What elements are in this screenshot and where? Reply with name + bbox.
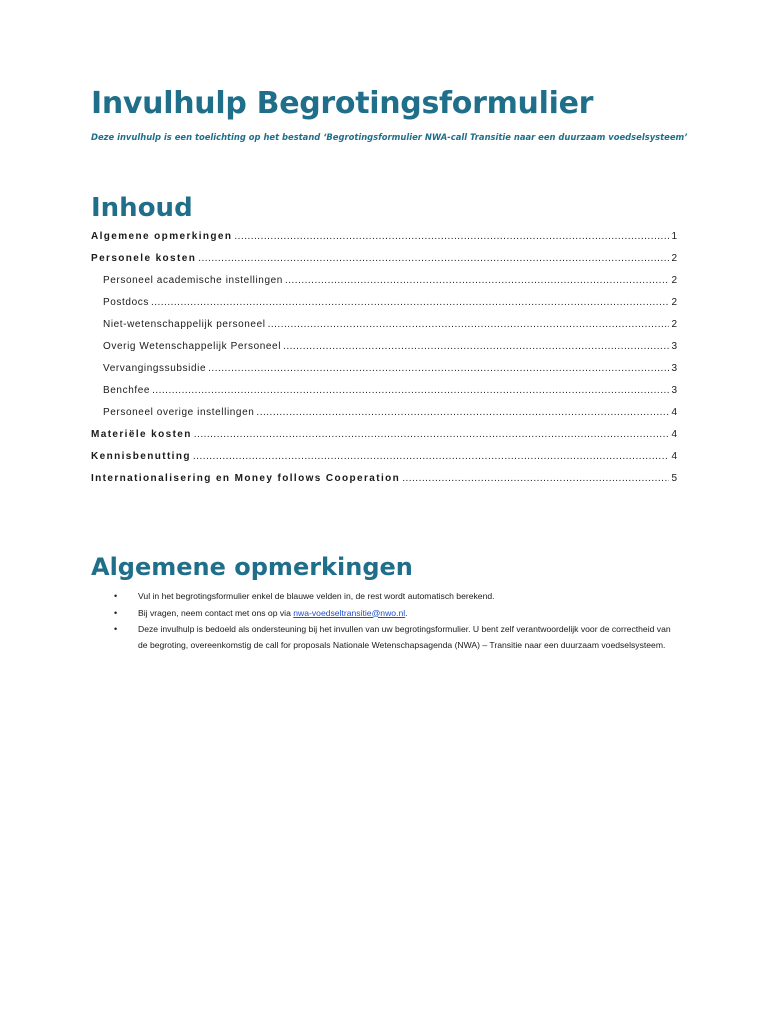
section-heading: Algemene opmerkingen bbox=[91, 553, 413, 581]
toc-item-page: 4 bbox=[671, 407, 677, 418]
toc-item-label: Vervangingssubsidie bbox=[103, 363, 207, 374]
toc-item-page: 4 bbox=[671, 429, 677, 440]
bullet-text: Deze invulhulp is bedoeld als ondersteuning bij het invullen van uw begrotingsformulier. U bent zelf verantwoordelijk voor de correctheid van de begroting, overeenkomstig de call for proposals Nationale Wetenschapsagenda (NWA) – Transitie naar een duurzaam voedselsysteem. bbox=[138, 624, 671, 650]
toc-dot-leader bbox=[193, 446, 670, 468]
toc-item-label: Postdocs bbox=[103, 297, 149, 308]
bullet-list bbox=[114, 589, 674, 654]
toc-heading: Inhoud bbox=[91, 193, 193, 223]
toc-item-kennisbenutting[interactable] bbox=[91, 446, 677, 468]
toc-dot-leader bbox=[268, 314, 670, 336]
toc-item-vervangingssubsidie[interactable] bbox=[91, 358, 677, 380]
email-link[interactable]: nwa-voedseltransitie@nwo.nl bbox=[293, 607, 406, 618]
toc-item-internationalisering[interactable] bbox=[91, 468, 677, 490]
toc-item-label: Internationalisering en Money follows Cooperation bbox=[91, 473, 401, 484]
toc-item-benchfee[interactable] bbox=[91, 380, 677, 402]
bullet-icon: • bbox=[114, 607, 118, 618]
toc-item-page: 3 bbox=[671, 363, 677, 374]
toc-dot-leader bbox=[234, 226, 669, 248]
toc-item-materiele-kosten[interactable] bbox=[91, 424, 677, 446]
toc-dot-leader bbox=[208, 358, 669, 380]
toc-item-label: Personeel overige instellingen bbox=[103, 407, 255, 418]
bullet-icon: • bbox=[114, 624, 118, 634]
toc-item-page: 3 bbox=[671, 341, 677, 352]
toc-item-label: Kennisbenutting bbox=[91, 451, 191, 462]
table-of-contents bbox=[91, 226, 677, 490]
bullet-text-before: Bij vragen, neem contact met ons op via bbox=[138, 607, 294, 618]
toc-dot-leader bbox=[283, 336, 669, 358]
toc-item-label: Personele kosten bbox=[91, 253, 197, 264]
list-item bbox=[114, 622, 674, 653]
toc-dot-leader bbox=[194, 424, 670, 446]
toc-dot-leader bbox=[285, 270, 669, 292]
toc-dot-leader bbox=[256, 402, 669, 424]
toc-item-niet-wetenschappelijk-personeel[interactable] bbox=[91, 314, 677, 336]
toc-item-page: 2 bbox=[671, 297, 677, 308]
toc-item-label: Personeel academische instellingen bbox=[103, 275, 283, 286]
toc-item-page: 5 bbox=[671, 473, 677, 484]
document-title: Invulhulp Begrotingsformulier bbox=[91, 86, 594, 121]
list-item bbox=[114, 589, 674, 605]
toc-item-page: 1 bbox=[671, 231, 677, 242]
bullet-text-after: . bbox=[405, 607, 408, 618]
toc-dot-leader bbox=[152, 380, 669, 402]
toc-item-personeel-overige-instellingen[interactable] bbox=[91, 402, 677, 424]
toc-item-overig-wetenschappelijk-personeel[interactable] bbox=[91, 336, 677, 358]
toc-item-algemene-opmerkingen[interactable] bbox=[91, 226, 677, 248]
toc-dot-leader bbox=[402, 468, 669, 490]
toc-item-page: 3 bbox=[671, 385, 677, 396]
toc-item-page: 2 bbox=[671, 253, 677, 264]
toc-item-label: Niet-wetenschappelijk personeel bbox=[103, 319, 266, 330]
toc-dot-leader bbox=[151, 292, 670, 314]
toc-item-personele-kosten[interactable] bbox=[91, 248, 677, 270]
bullet-text: Vul in het begrotingsformulier enkel de blauwe velden in, de rest wordt automatisch berekend. bbox=[138, 591, 495, 601]
toc-item-page: 4 bbox=[671, 451, 677, 462]
toc-item-personeel-academische-instellingen[interactable] bbox=[91, 270, 677, 292]
list-item bbox=[114, 606, 674, 622]
document-subtitle: Deze invulhulp is een toelichting op het bestand ‘Begrotingsformulier NWA-call Transitie naar een duurzaam voedselsysteem’ bbox=[91, 132, 688, 142]
toc-item-postdocs[interactable] bbox=[91, 292, 677, 314]
bullet-icon: • bbox=[114, 591, 118, 601]
toc-item-label: Overig Wetenschappelijk Personeel bbox=[103, 341, 282, 352]
toc-item-label: Materiële kosten bbox=[91, 429, 192, 440]
toc-item-label: Algemene opmerkingen bbox=[91, 231, 233, 242]
toc-dot-leader bbox=[198, 248, 669, 270]
toc-item-label: Benchfee bbox=[103, 385, 151, 396]
toc-item-page: 2 bbox=[671, 319, 677, 330]
toc-item-page: 2 bbox=[671, 275, 677, 286]
